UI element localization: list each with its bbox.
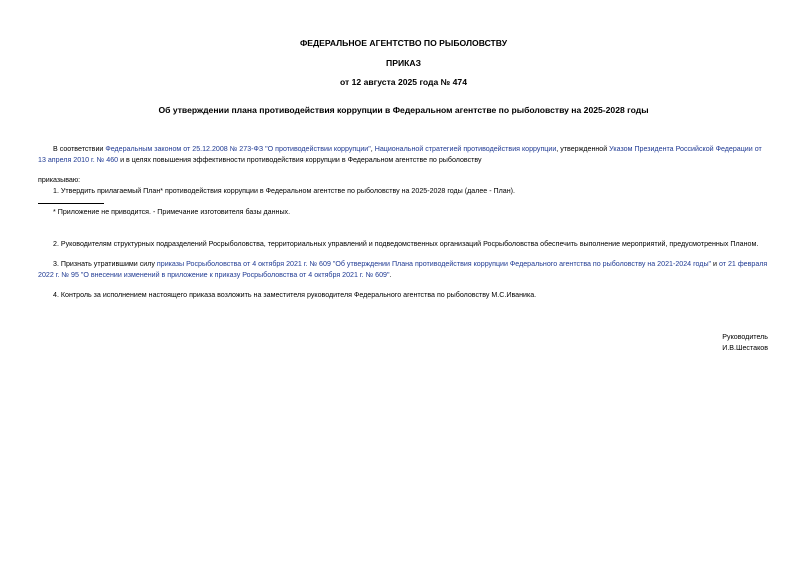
signature-position: Руководитель bbox=[722, 333, 768, 341]
item-1: 1. Утвердить прилагаемый План* противодействия коррупции в Федеральном агентстве по рыболовству на 2025-2028 годы (далее - План). bbox=[53, 187, 515, 195]
federal-law-link[interactable]: Федеральным законом от 25.12.2008 № 273-ФЗ "О противодействии коррупции" bbox=[105, 145, 371, 153]
presidential-decree-link[interactable]: Указом Президента Российской Федерации от 13 апреля 2010 г. № 460 bbox=[38, 145, 762, 164]
item-3-text-2: и bbox=[711, 260, 719, 268]
order-word: приказываю: bbox=[38, 176, 81, 184]
footnote-divider bbox=[38, 203, 104, 204]
preamble-text-3: , утвержденной bbox=[556, 145, 610, 153]
item-3-text-1: 3. Признать утратившими силу bbox=[53, 260, 157, 268]
national-strategy-link[interactable]: Национальной стратегией противодействия коррупции bbox=[374, 145, 557, 153]
preamble bbox=[38, 144, 770, 166]
order-95-link[interactable]: от 21 февраля 2022 г. № 95 "О внесении изменений в приложение к приказу Росрыболовства от 4 октября 2021 г. № 609" bbox=[38, 260, 768, 279]
order-609-link[interactable]: приказы Росрыболовства от 4 октября 2021 г. № 609 "Об утверждении Плана противодействия коррупции Федерального агентства по рыболовству на 2021-2024 годы" bbox=[156, 260, 712, 268]
doc-title: Об утверждении плана противодействия коррупции в Федеральном агентстве по рыболовству на 2025-2028 годы bbox=[158, 105, 649, 115]
item-4: 4. Контроль за исполнением настоящего приказа возложить на заместителя руководителя Федерального агентства по рыболовству М.С.Иваника. bbox=[53, 291, 537, 299]
doc-date-number: от 12 августа 2025 года № 474 bbox=[340, 77, 467, 87]
signature-name: И.В.Шестаков bbox=[722, 344, 768, 352]
agency-name: ФЕДЕРАЛЬНОЕ АГЕНТСТВО ПО РЫБОЛОВСТВУ bbox=[299, 38, 508, 48]
item-3-text-3: . bbox=[389, 271, 392, 279]
item-3 bbox=[38, 259, 770, 281]
preamble-text-2: , bbox=[370, 145, 375, 153]
footnote: * Приложение не приводится. - Примечание изготовителя базы данных. bbox=[53, 208, 291, 216]
doc-type: ПРИКАЗ bbox=[386, 58, 421, 68]
item-2: 2. Руководителям структурных подразделений Росрыболовства, территориальных управлений и подведомственных организаций Росрыболовства обеспечить выполнение мероприятий, предусмотренных Планом. bbox=[53, 240, 759, 248]
preamble-text-4: и в целях повышения эффективности противодействия коррупции в Федеральном агентстве по рыболовству bbox=[118, 156, 482, 164]
preamble-text-1: В соответствии bbox=[53, 145, 106, 153]
